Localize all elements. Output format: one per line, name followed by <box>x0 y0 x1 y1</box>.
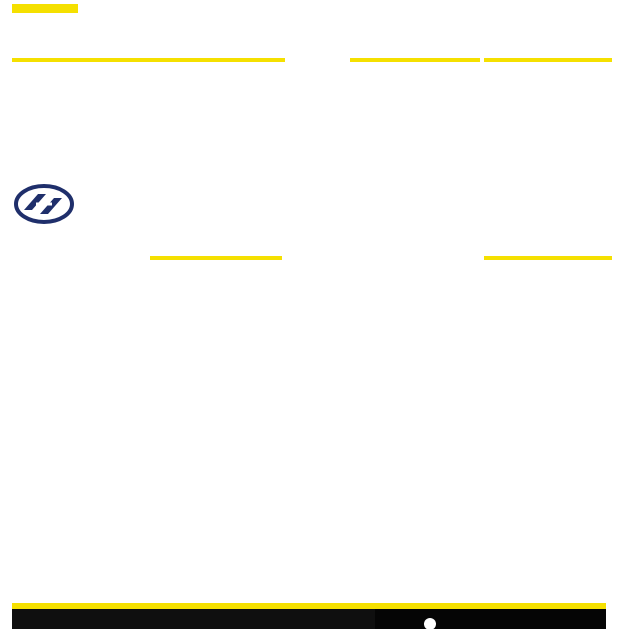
title-accent-bar <box>12 4 78 13</box>
col-esp-yellow-bar <box>350 58 480 62</box>
alternator-yellow-bar <box>484 256 612 260</box>
footer-dark-band-right <box>375 609 606 629</box>
top-table-yellow-bar <box>12 58 285 62</box>
yangdong-logo-icon <box>14 184 74 224</box>
footer-circle-icon <box>424 618 436 630</box>
col-prp-yellow-bar <box>484 58 612 62</box>
engine-yellow-bar <box>150 256 282 260</box>
